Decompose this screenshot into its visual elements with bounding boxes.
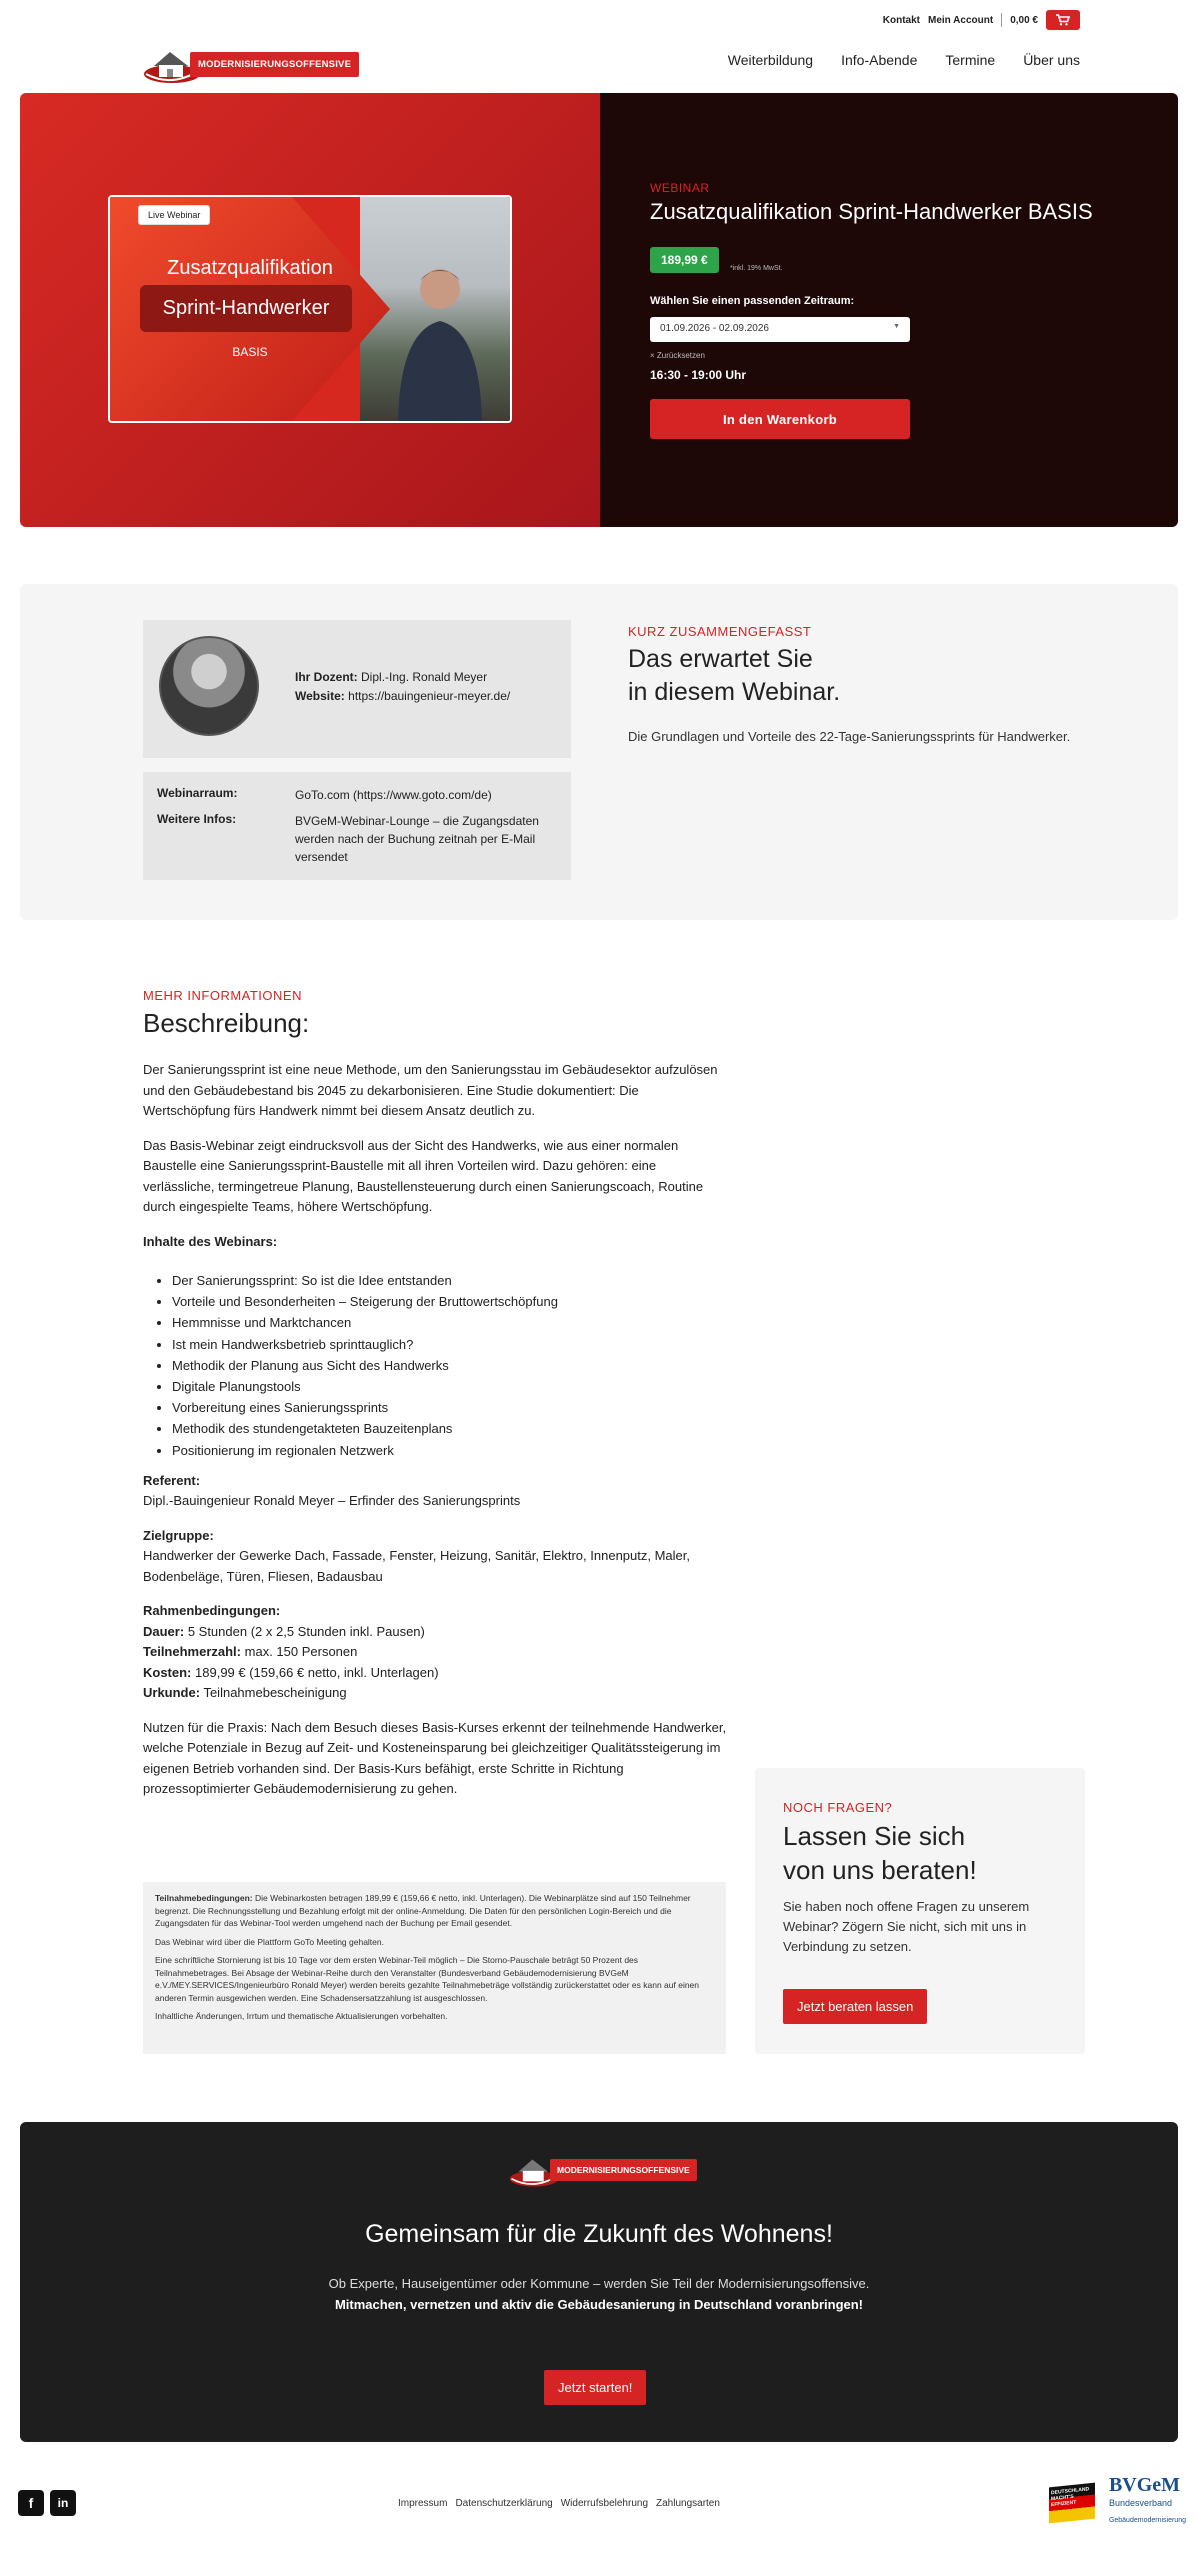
- contact-link[interactable]: Kontakt: [882, 14, 920, 26]
- footer-logo: [508, 2152, 697, 2188]
- price-badge: 189,99 €: [650, 247, 719, 273]
- instructor-box: [143, 620, 571, 758]
- summary-section: [20, 584, 1178, 920]
- session-time: 16:30 - 19:00 Uhr: [650, 368, 747, 382]
- nav-weiterbildung[interactable]: Weiterbildung: [727, 52, 814, 68]
- social-links: [18, 2490, 76, 2516]
- consult-button[interactable]: Jetzt beraten lassen: [783, 1989, 927, 2024]
- rahmen-block: [143, 1601, 728, 1704]
- list-item: • Ist mein Handwerksbetrieb sprinttauglich?: [172, 1334, 728, 1355]
- terms-4: Inhaltliche Änderungen, Irrtum und thematische Aktualisierungen vorbehalten.: [155, 2011, 448, 2021]
- partner-badges: [1049, 2476, 1186, 2530]
- contact-heading-2: von uns beraten!: [783, 1855, 977, 1885]
- room-value: GoTo.com (https://www.goto.com/de): [295, 788, 492, 802]
- description-paragraph-3: Nutzen für die Praxis: Nach dem Besuch dieses Basis-Kurses erkennt der teilnehmende Handwerker, welche Potenziale in Bezug auf Zeit- und Kosteneinsparung bei gleichzeitiger Qualitätssteigerung im eigenen Betrieb vorhanden sind. Der Basis-Kurs befähigt, erste Schritte in Richtung prozessoptimierter Gebäudemodernisierung zu gehen.: [143, 1719, 727, 1797]
- footer-link-datenschutz[interactable]: Datenschutzerklärung: [455, 2498, 553, 2509]
- avatar: [159, 636, 259, 736]
- period-select-value: 01.09.2026 - 02.09.2026: [660, 323, 769, 334]
- instructor-name: Dipl.-Ing. Ronald Meyer: [361, 670, 488, 684]
- teilnehmer-value: max. 150 Personen: [244, 1644, 358, 1660]
- divider: [1001, 13, 1002, 27]
- badge-de-text: DEUTSCHLAND MACHT'S EFFIZIENT: [1049, 2483, 1095, 2524]
- product-hero: [20, 93, 1178, 527]
- deutschland-effizient-badge: [1049, 2485, 1095, 2521]
- bvgem-name: BVGeM: [1108, 2474, 1181, 2496]
- nav-ueber-uns[interactable]: Über uns: [1023, 52, 1080, 68]
- urkunde-value: Teilnahmebescheinigung: [203, 1685, 347, 1701]
- logo-text: MODERNISIERUNGSOFFENSIVE: [190, 52, 359, 77]
- summary-heading-2: in diesem Webinar.: [628, 678, 841, 706]
- cart-button[interactable]: [1046, 10, 1080, 30]
- contact-box: [755, 1768, 1085, 2054]
- cta-text-2: Mitmachen, vernetzen und aktiv die Gebäudesanierung in Deutschland voranbringen!: [334, 2297, 864, 2312]
- linkedin-icon[interactable]: in: [50, 2490, 76, 2516]
- kosten-label: Kosten:: [143, 1664, 192, 1680]
- list-item: • Methodik des stundengetakteten Bauzeitenplans: [172, 1418, 728, 1439]
- zielgruppe-label: Zielgruppe:: [143, 1527, 214, 1543]
- room-label: Webinarraum:: [157, 786, 238, 800]
- list-item: • Methodik der Planung aus Sicht des Handwerks: [172, 1355, 728, 1376]
- cover-line-1: Zusatzqualifikation: [167, 257, 333, 279]
- list-item: • Vorteile und Besonderheiten – Steigerung der Bruttowertschöpfung: [172, 1291, 728, 1312]
- terms-2: Das Webinar wird über die Plattform GoTo Meeting gehalten.: [155, 1936, 384, 1947]
- cta-banner: [20, 2122, 1178, 2442]
- description-paragraph-1: Der Sanierungssprint ist eine neue Methode, um den Sanierungsstau im Gebäudesektor aufzulösen und den Gebäudebestand bis 2045 zu dekarbonisieren. Eine Studie dokumentiert: Die Wertschöpfung fürs Handwerk nimmt bei diesem Ansatz deutlich zu.: [143, 1062, 718, 1118]
- bvgem-logo: [1109, 2476, 1186, 2530]
- cover-line-2: Sprint-Handwerker: [140, 285, 352, 332]
- add-to-cart-button[interactable]: In den Warenkorb: [650, 399, 910, 439]
- contents-list: [172, 1270, 728, 1461]
- description-section: [143, 988, 728, 1800]
- terms-label: Teilnahmebedingungen:: [155, 1893, 253, 1903]
- website-label: Website:: [295, 689, 345, 703]
- hero-purchase-panel: [600, 93, 1178, 527]
- website-link[interactable]: https://bauingenieur-meyer.de/: [348, 689, 511, 703]
- main-nav: [728, 52, 1080, 68]
- footer-link-widerruf[interactable]: Widerrufsbelehrung: [560, 2498, 648, 2509]
- summary-text: [628, 624, 1098, 746]
- contact-text: Sie haben noch offene Fragen zu unserem Webinar? Zögern Sie nicht, sich mit uns in Verbindung zu setzen.: [783, 1899, 1030, 1954]
- infos-value: BVGeM-Webinar-Lounge – die Zugangsdaten werden nach der Buchung zeitnah per E-Mail versendet: [295, 814, 539, 864]
- list-item: • Hemmnisse und Marktchancen: [172, 1312, 728, 1333]
- speaker-portrait: [390, 251, 490, 421]
- reset-link[interactable]: × Zurücksetzen: [650, 351, 705, 360]
- logo-text: MODERNISIERUNGSOFFENSIVE: [550, 2159, 697, 2181]
- referent-label: Referent:: [143, 1472, 201, 1488]
- list-item: • Digitale Planungstools: [172, 1376, 728, 1397]
- referent-value: Dipl.-Bauingenieur Ronald Meyer – Erfinder des Sanierungsprints: [143, 1493, 521, 1509]
- zielgruppe-value: Handwerker der Gewerke Dach, Fassade, Fenster, Heizung, Sanitär, Elektro, Innenputz, Maler, Bodenbeläge, Türen, Fliesen, Badausbau: [143, 1548, 690, 1584]
- cta-text-1: Ob Experte, Hauseigentümer oder Kommune – werden Sie Teil der Modernisierungsoffensive.: [328, 2276, 870, 2291]
- rahmen-label: Rahmenbedingungen:: [143, 1603, 281, 1619]
- product-category: WEBINAR: [650, 181, 710, 195]
- product-title: Zusatzqualifikation Sprint-Handwerker BASIS: [650, 199, 1093, 224]
- hero-image-panel: [20, 93, 600, 527]
- period-select[interactable]: [650, 317, 910, 342]
- footer-link-impressum[interactable]: Impressum: [398, 2498, 448, 2509]
- instructor-label: Ihr Dozent:: [295, 670, 358, 684]
- description-heading: Beschreibung:: [143, 1008, 310, 1038]
- cart-total: 0,00 €: [1010, 14, 1038, 26]
- urkunde-label: Urkunde:: [143, 1685, 201, 1701]
- description-kicker: MEHR INFORMATIONEN: [143, 988, 302, 1003]
- list-item: • Positionierung im regionalen Netzwerk: [172, 1440, 728, 1461]
- top-utility-bar: [883, 10, 1080, 30]
- webinar-room-box: [143, 772, 571, 880]
- nav-termine[interactable]: Termine: [945, 52, 996, 68]
- terms-1-text: Die Webinarkosten betragen 189,99 € (159,66 € netto, inkl. Unterlagen). Die Webinarplätze sind auf 150 Teilnehmer begrenzt. Die Rechnungsstellung und Bezahlung erfolgt mit der online-Anmeldung. Die Daten für den persönlichen Login-Bereich und die Zugangsdaten für das Webinar-Tool werden umgehend nach der Buchung per Email gesendet.: [155, 1893, 691, 1928]
- teilnehmer-label: Teilnehmerzahl:: [143, 1644, 242, 1660]
- infos-label: Weitere Infos:: [157, 812, 237, 826]
- instructor-info: [295, 668, 510, 706]
- contact-heading-1: Lassen Sie sich: [783, 1821, 966, 1851]
- live-webinar-badge: Live Webinar: [138, 205, 210, 225]
- nav-info-abende[interactable]: Info-Abende: [841, 52, 918, 68]
- terms-3: Eine schriftliche Stornierung ist bis 10 Tage vor dem ersten Webinar-Teil möglich – Die Storno-Pauschale beträgt 50 Prozent des Teilnahmebetrages. Bei Absage der Webinar-Reihe durch den Veranstalter (Bundesverband Gebäudemodernisierung BVGeM e.V./MEY.SERVICES/Ingenieurbüro Ronald Meyer) werden bereits gezahlte Teilnahmebeträge vollständig zurückerstattet oder es kann auf einen anderen Termin ausgewichen werden. Eine Schadensersatzzahlung ist ausgeschlossen.: [155, 1955, 700, 2003]
- footer-links: [398, 2498, 720, 2509]
- bvgem-sub: Bundesverband: [1108, 2498, 1172, 2508]
- list-item: • Vorbereitung eines Sanierungssprints: [172, 1397, 728, 1418]
- webinar-cover-image: [108, 195, 512, 423]
- dauer-label: Dauer:: [143, 1623, 185, 1639]
- period-label: Wählen Sie einen passenden Zeitraum:: [650, 295, 855, 307]
- contents-label: [143, 1232, 728, 1253]
- tax-note: *inkl. 19% MwSt.: [730, 265, 783, 272]
- chevron-down-icon: ▼: [893, 323, 900, 330]
- cover-line-3: BASIS: [232, 345, 268, 359]
- footer-link-zahlungsarten[interactable]: Zahlungsarten: [656, 2498, 720, 2509]
- facebook-icon[interactable]: f: [18, 2490, 44, 2516]
- terms-1: [155, 1892, 714, 1930]
- cta-heading: Gemeinsam für die Zukunft des Wohnens!: [365, 2220, 833, 2248]
- summary-paragraph: Die Grundlagen und Vorteile des 22-Tage-Sanierungssprints für Handwerker.: [628, 729, 1071, 744]
- dauer-value: 5 Stunden (2 x 2,5 Stunden inkl. Pausen): [187, 1623, 425, 1639]
- kosten-value: 189,99 € (159,66 € netto, inkl. Unterlagen): [195, 1664, 439, 1680]
- account-link[interactable]: Mein Account: [928, 14, 994, 26]
- contact-kicker: NOCH FRAGEN?: [783, 1800, 893, 1815]
- summary-kicker: KURZ ZUSAMMENGEFASST: [628, 624, 812, 639]
- cart-icon: [1056, 14, 1070, 26]
- zielgruppe-block: [143, 1526, 728, 1588]
- contents-label-text: Inhalte des Webinars:: [143, 1233, 278, 1249]
- description-paragraph-2: Das Basis-Webinar zeigt eindrucksvoll aus der Sicht des Handwerks, wie aus einer normalen Baustelle eine Sanierungssprint-Baustelle mit all ihren Vorteilen wird. Dazu gehören: eine verlässliche, termingetreue Planung, Baustellensteuerung durch einen Sanierungscoach, Routine durch eingespielte Teams, höhere Wertschöpfung.: [143, 1137, 704, 1214]
- bvgem-sub2: Gebäudemodernisierung: [1108, 2517, 1186, 2524]
- site-logo[interactable]: [142, 44, 359, 84]
- list-item: • Der Sanierungssprint: So ist die Idee entstanden: [172, 1270, 728, 1291]
- terms-box: [143, 1882, 726, 2054]
- summary-heading-1: Das erwartet Sie: [628, 645, 813, 673]
- referent-block: [143, 1471, 728, 1512]
- start-button[interactable]: Jetzt starten!: [544, 2370, 646, 2405]
